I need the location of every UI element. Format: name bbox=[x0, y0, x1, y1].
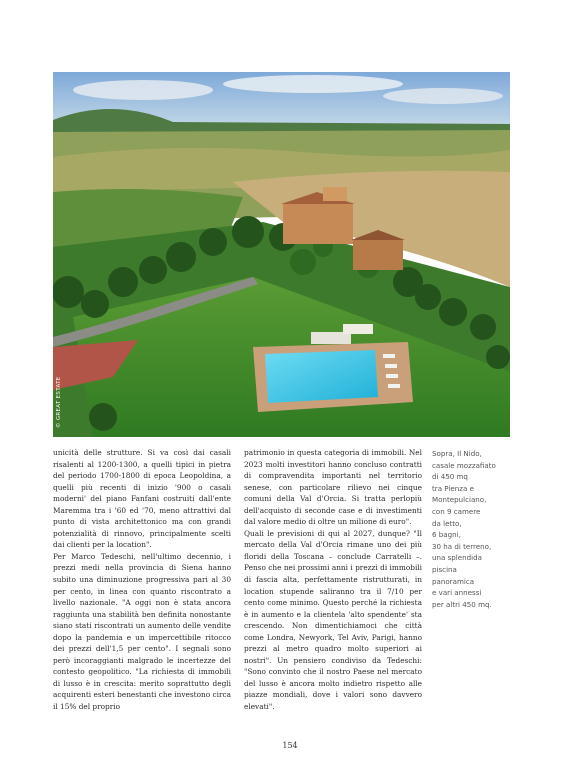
caption-line: tra Pienza e bbox=[432, 483, 474, 493]
caption-line: 30 ha di terreno, bbox=[432, 541, 492, 551]
paragraph: unicità delle strutture. Si va così dai casali risalenti al 1200-1300, a quelli tipici in pietra del periodo 1700-1800 di epoca Leopoldina, a quelli più recenti di inizio '900 o casali moderni' del piano Fanfani costruiti dall'ente Maremma tra i '60 ed '70, meno attrattivi dal punto di vista architettonico ma con grandi potenzialità di rinnovo, principalmente scelti dai clienti per la location". bbox=[53, 448, 231, 550]
caption-line: Montepulciano, bbox=[432, 495, 487, 505]
caption-line: per altri 450 mq. bbox=[432, 599, 492, 609]
aerial-landscape-illustration bbox=[53, 72, 510, 437]
estate-aerial-photo bbox=[53, 72, 510, 437]
photo-caption bbox=[432, 448, 512, 610]
paragraph: Quali le previsioni di qui al 2027, dunque? "Il mercato della Val d'Orcia rimane uno dei più floridi della Toscana – conclude Carratelli –. Penso che nei prossimi anni i prezzi di immobili di fascia alta, perfettamente ristrutturati, in location stupende saliranno tra il 7/10 per cento come minimo. Questo perché la richiesta è in aumento e la clientela 'alto spendente' sta crescendo. Non dimentichiamoci che città come Londra, Newyork, Tel Aviv, Parigi, hanno prezzi al metro quadro molto superiori ai nostri". Un pensiero condiviso da Tedeschi: "Sono convinto che il nostro Paese nel mercato del lusso è ancora molto indietro rispetto alle piazze mondiali, dove i valori sono davvero elevati". bbox=[244, 528, 422, 712]
caption-line: casale mozzafiato bbox=[432, 460, 496, 470]
caption-line: Sopra, Il Nido, bbox=[432, 449, 482, 458]
paragraph: Per Marco Tedeschi, nell'ultimo decennio, i prezzi medi nella provincia di Siena hanno subito una diminuzione progressiva pari al 30 per cento, in linea con quanto riscontrato a livello nazionale. "A oggi non è stata ancora raggiunta una stabilità ben definita nonostante siano stati riscontrati un aumento delle vendite dopo la pandemia e un impercettibile ritocco dei prezzi dell'1,5 per cento". I segnali sono però incoraggianti malgrado le incertezze del contesto geopolitico. "La richiesta di immobili di lusso è in crescita: merito soprattutto degli acquirenti esteri benestanti che investono circa il 15% del proprio bbox=[53, 551, 231, 712]
caption-line: una splendida bbox=[432, 553, 482, 563]
caption-line: e vari annessi bbox=[432, 588, 482, 598]
page-number: 154 bbox=[282, 741, 298, 750]
caption-line: da letto, bbox=[432, 518, 462, 528]
article-column-1 bbox=[53, 447, 231, 713]
caption-line: piscina bbox=[432, 564, 457, 574]
caption-line: 6 bagni, bbox=[432, 530, 461, 540]
photo-credit: © GREAT ESTATE bbox=[56, 376, 62, 428]
paragraph: patrimonio in questa categoria di immobili. Nel 2023 molti investitori hanno concluso contratti di compravendita importanti nel territorio senese, con particolare rilievo nei cinque comuni della Val d'Orcia. Si tratta perlopiù dell'acquisto di seconde case e di investimenti dal valore medio di oltre un milione di euro". bbox=[244, 448, 422, 527]
article-column-2 bbox=[244, 447, 422, 713]
caption-line: con 9 camere bbox=[432, 506, 481, 516]
caption-line: di 450 mq bbox=[432, 472, 468, 482]
caption-line: panoramica bbox=[432, 576, 475, 586]
